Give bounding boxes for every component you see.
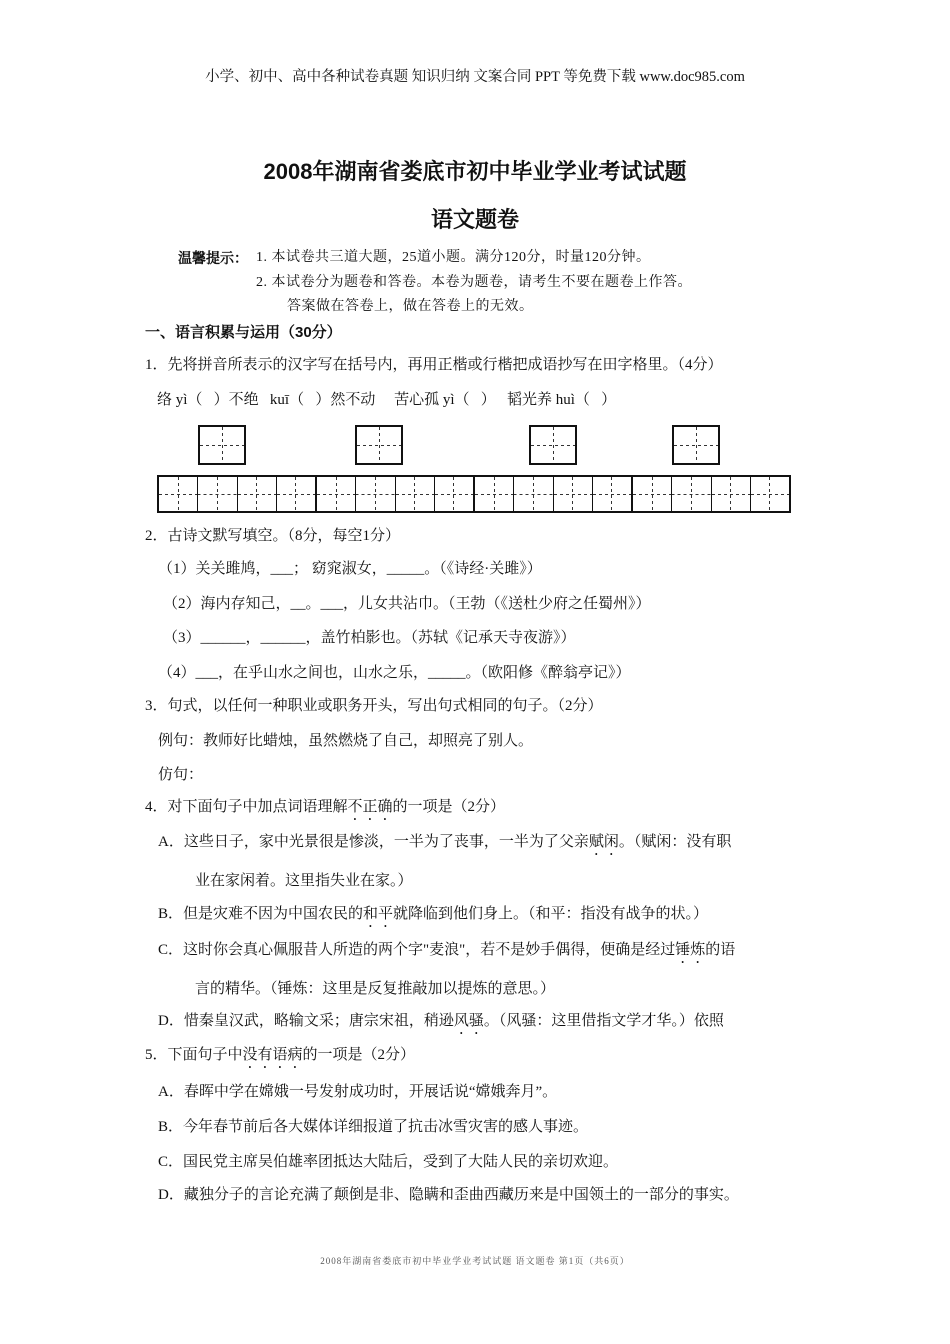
q3-stem: 3．句式，以任何一种职业或职务开头，写出句式相同的句子。（2分）: [145, 698, 603, 714]
q4-stem-text: 4．对下面句子中加点词语理解: [145, 799, 348, 815]
tianzige-cell[interactable]: [712, 477, 751, 511]
q3-example: 例句：教师好比蜡烛，虽然燃烧了自己，却照亮了别人。: [158, 733, 534, 749]
dotted-word: 和平: [363, 906, 394, 922]
q4-stem-text: 的一项是（2分）: [392, 799, 506, 815]
tianzige-cell[interactable]: [593, 477, 633, 511]
note-3: 答案做在答卷上，做在答卷上的无效。: [287, 299, 534, 314]
tianzige-box[interactable]: [198, 425, 246, 465]
q4-option-b: [158, 904, 708, 931]
option-text: 的语: [705, 942, 736, 958]
tianzige-row[interactable]: [157, 475, 791, 513]
q4-option-d: [158, 1011, 724, 1038]
tianzige-cell[interactable]: [317, 477, 356, 511]
q5-stem-text: 5．下面句子中: [145, 1047, 243, 1063]
tianzige-cell[interactable]: [356, 477, 395, 511]
q5-dotted-word: 没有语病: [242, 1047, 303, 1063]
page-title: 2008年湖南省娄底市初中毕业学业考试试题: [263, 159, 687, 184]
q2-item: （1）关关雎鸠，___； 窈窕淑女，_____。（《诗经·关雎》）: [158, 561, 542, 577]
q5-option-d: D．藏独分子的言论充满了颠倒是非、隐瞒和歪曲西藏历来是中国领土的一部分的事实。: [158, 1187, 739, 1203]
option-text: A．这些日子，家中光景很是惨淡，一半为了丧事，一半为了父亲: [158, 834, 589, 850]
q1-items: 络 yì（ ）不绝 kuī（ ）然不动 苦心孤 yì（ ） 韬光养 huì（ ）: [157, 392, 617, 408]
q4-option-c: [158, 940, 735, 967]
tianzige-cell[interactable]: [514, 477, 553, 511]
q2-stem: 2．古诗文默写填空。（8分，每空1分）: [145, 528, 401, 544]
tianzige-cell[interactable]: [633, 477, 672, 511]
option-text: C．这时你会真心佩服昔人所造的两个字"麦浪"，若不是妙手偶得，便确是经过: [158, 942, 676, 958]
option-text: 。（赋闲：没有职: [618, 834, 732, 850]
dotted-word: 锤炼: [675, 942, 706, 958]
tianzige-cell[interactable]: [277, 477, 317, 511]
tianzige-box[interactable]: [672, 425, 720, 465]
q5-option-b: B．今年春节前后各大媒体详细报道了抗击冰雪灾害的感人事迹。: [158, 1119, 589, 1135]
q2-item: （3）______，______，盖竹柏影也。（苏轼《记承天寺夜游》）: [163, 630, 576, 646]
tianzige-cell[interactable]: [672, 477, 711, 511]
page-header: 小学、初中、高中各种试卷真题 知识归纳 文案合同 PPT 等免费下载 www.doc985.com: [205, 69, 745, 85]
tianzige-cell[interactable]: [238, 477, 277, 511]
section-heading: 一、语言积累与运用（30分）: [145, 324, 342, 341]
tianzige-cell[interactable]: [435, 477, 475, 511]
tianzige-box[interactable]: [355, 425, 403, 465]
notes-label: 温馨提示：: [178, 250, 248, 266]
q4-dotted-word: 不正确: [347, 799, 393, 815]
option-text: D．惜秦皇汉武，略输文采；唐宗宋祖，稍逊: [158, 1013, 454, 1029]
option-text: 。（风骚：这里借指文学才华。）依照: [483, 1013, 724, 1029]
dotted-word: 风骚: [453, 1013, 484, 1029]
q4-option-c-cont: 言的精华。（锤炼：这里是反复推敲加以提炼的意思。）: [195, 981, 556, 997]
q4-stem: [145, 797, 505, 824]
q3-imitate: 仿句：: [158, 767, 204, 783]
q1-stem: 1．先将拼音所表示的汉字写在括号内，再用正楷或行楷把成语抄写在田字格里。（4分）: [145, 357, 723, 373]
q2-item: （4）___，在乎山水之间也，山水之乐，_____。（欧阳修《醉翁亭记》）: [158, 665, 631, 681]
tianzige-box[interactable]: [529, 425, 577, 465]
tianzige-cell[interactable]: [198, 477, 237, 511]
dotted-word: 赋闲: [588, 834, 619, 850]
tianzige-cell[interactable]: [396, 477, 435, 511]
page-footer: 2008年湖南省娄底市初中毕业学业考试试题 语文题卷 第1页（共6页）: [320, 1256, 630, 1266]
q5-stem-text: 的一项是（2分）: [302, 1047, 416, 1063]
q4-option-a: [158, 832, 731, 859]
q2-item: （2）海内存知己，__。___，儿女共沾巾。（王勃（《送杜少府之任蜀州》）: [163, 596, 651, 612]
page-subtitle: 语文题卷: [430, 207, 519, 232]
tianzige-cell[interactable]: [159, 477, 198, 511]
q4-option-a-cont: 业在家闲着。这里指失业在家。）: [195, 873, 413, 889]
note-1: 1. 本试卷共三道大题，25道小题。满分120分，时量120分钟。: [256, 250, 651, 265]
tianzige-cell[interactable]: [751, 477, 789, 511]
tianzige-cell[interactable]: [475, 477, 514, 511]
q5-option-c: C．国民党主席吴伯雄率团抵达大陆后，受到了大陆人民的亲切欢迎。: [158, 1154, 619, 1170]
note-2: 2. 本试卷分为题卷和答卷。本卷为题卷，请考生不要在题卷上作答。: [256, 275, 692, 290]
option-text: B．但是灾难不因为中国农民的: [158, 906, 364, 922]
q5-option-a: A．春晖中学在嫦娥一号发射成功时，开展话说“嫦娥奔月”。: [158, 1084, 558, 1100]
q5-stem: [145, 1045, 415, 1072]
option-text: 就降临到他们身上。（和平：指没有战争的状。）: [393, 906, 709, 922]
tianzige-cell[interactable]: [554, 477, 593, 511]
